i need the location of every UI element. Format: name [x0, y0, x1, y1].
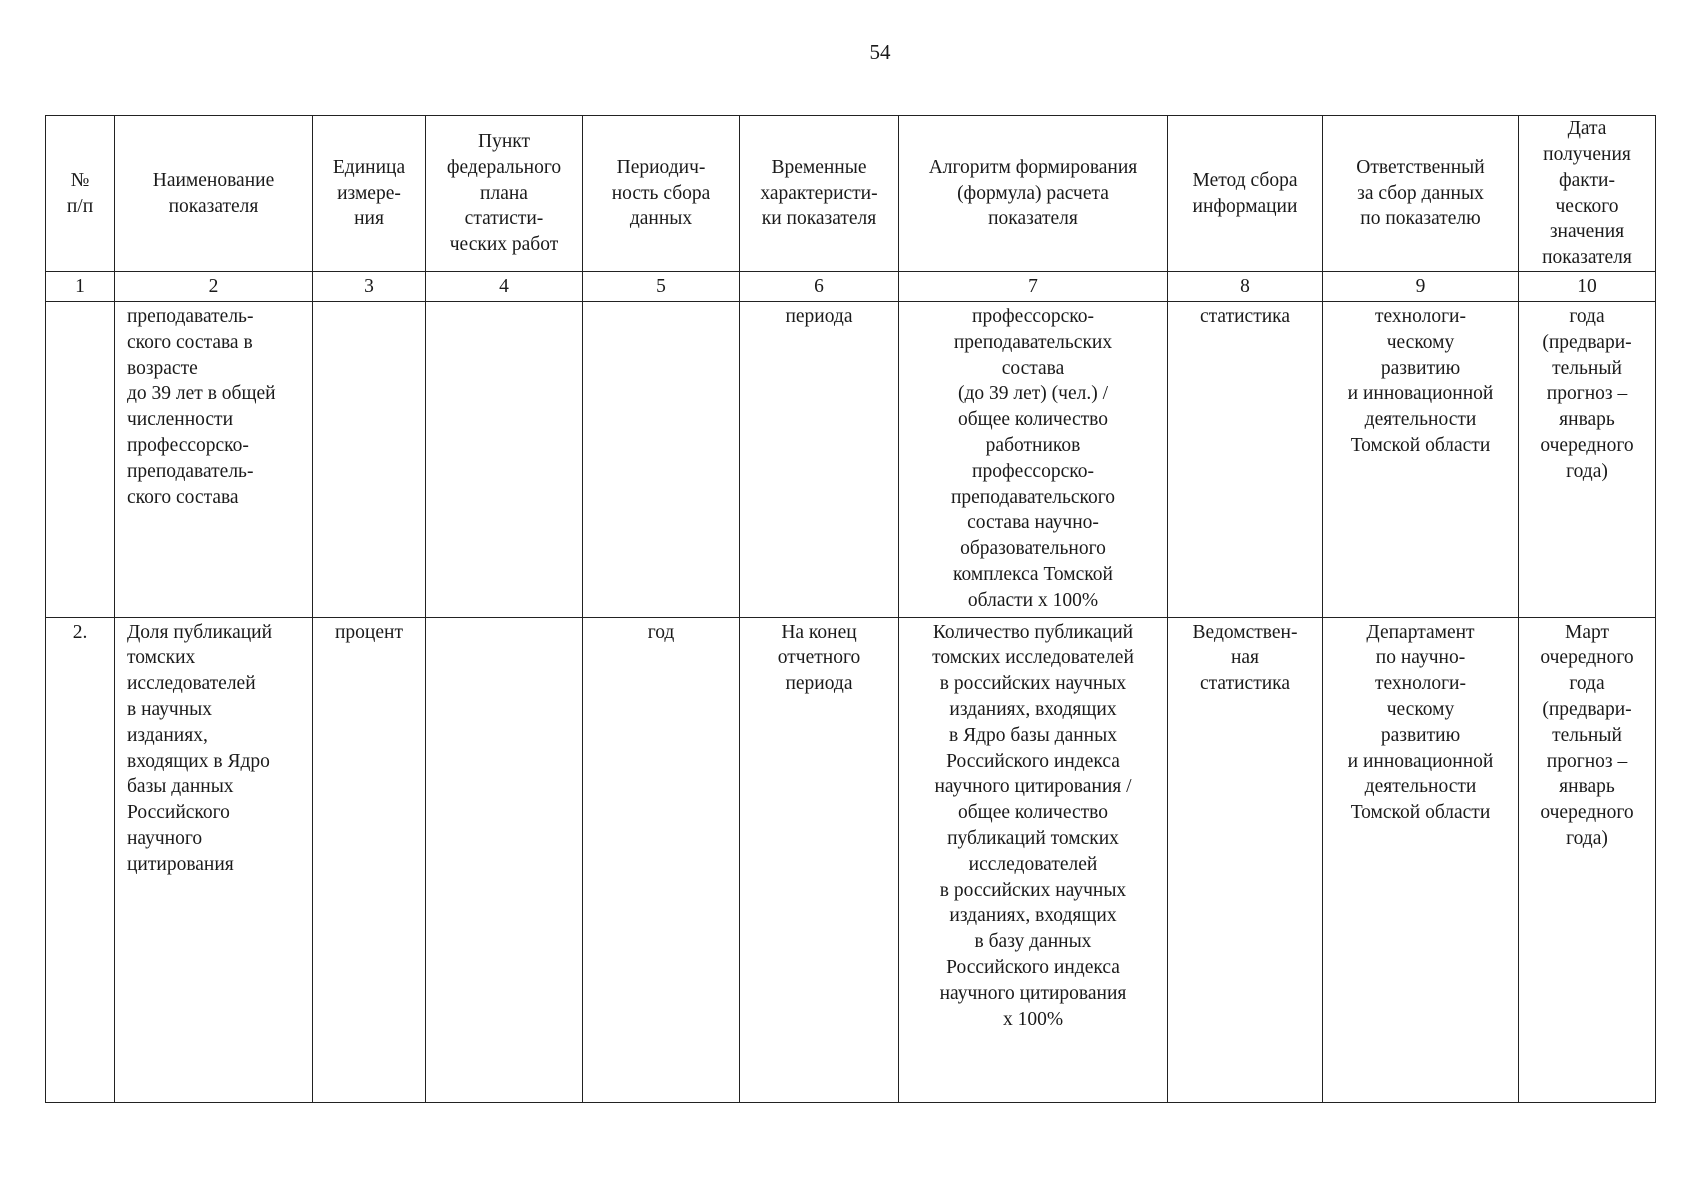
table-cell: [313, 617, 426, 1102]
cell-line: значения: [1549, 221, 1625, 243]
cell-line: в базу данных: [974, 931, 1092, 953]
cell-line: преподаватель-: [127, 460, 254, 482]
cell-line: научного цитирования: [939, 982, 1127, 1004]
table-cell: [1168, 302, 1323, 618]
table-cell: [899, 302, 1168, 618]
column-header-10: [1519, 116, 1656, 272]
cell-line: базы данных: [127, 776, 234, 798]
cell-line: статистика: [1200, 673, 1290, 695]
table-cell: [46, 302, 115, 618]
cell-line: развитию: [1380, 724, 1461, 746]
column-header-4: [426, 116, 583, 272]
cell-line: Март: [1564, 621, 1609, 643]
cell-line: (предвари-: [1542, 698, 1632, 720]
cell-line: Департамент: [1366, 621, 1475, 643]
cell-line: плана: [480, 182, 528, 204]
cell-line: очередного: [1540, 802, 1634, 824]
column-number: 3: [313, 272, 426, 302]
cell-line: ческого: [1555, 195, 1619, 217]
cell-line: состава: [1001, 357, 1065, 379]
cell-line: по показателю: [1360, 208, 1481, 230]
column-number: 7: [899, 272, 1168, 302]
cell-line: прогноз –: [1546, 750, 1628, 772]
cell-line: Количество публикаций: [932, 621, 1134, 643]
cell-line: преподавательских: [953, 331, 1113, 353]
cell-line: характеристи-: [760, 182, 878, 204]
column-header-9: [1323, 116, 1519, 272]
cell-line: численности: [127, 409, 234, 431]
cell-line: общее количество: [958, 409, 1108, 431]
cell-line: и инновационной: [1347, 750, 1494, 772]
cell-line: январь: [1559, 409, 1615, 431]
table-cell: [740, 617, 899, 1102]
table-cell: [1323, 302, 1519, 618]
cell-line: деятельности: [1364, 776, 1477, 798]
column-number: 1: [46, 272, 115, 302]
cell-line: работников: [985, 434, 1081, 456]
cell-line: процент: [335, 621, 403, 643]
table-cell: [426, 617, 583, 1102]
cell-line: показателя: [988, 208, 1078, 230]
cell-line: №: [70, 169, 90, 191]
column-header-5: [583, 116, 740, 272]
cell-line: очередного: [1540, 434, 1634, 456]
cell-line: развитию: [1380, 357, 1461, 379]
cell-line: в российских научных: [939, 879, 1127, 901]
column-number: 2: [115, 272, 313, 302]
column-header-2: [115, 116, 313, 272]
cell-line: х 100%: [1002, 1008, 1064, 1030]
cell-line: в научных: [127, 698, 213, 720]
cell-line: состава научно-: [967, 512, 1099, 534]
cell-line: Томской области: [1350, 802, 1491, 824]
cell-line: отчетного: [777, 647, 861, 669]
column-number: 10: [1519, 272, 1656, 302]
cell-line: ческому: [1386, 698, 1455, 720]
cell-line: Российского индекса: [946, 956, 1120, 978]
cell-line: показателя: [1542, 247, 1632, 269]
cell-line: области х 100%: [967, 589, 1099, 611]
cell-line: изданиях, входящих: [949, 905, 1117, 927]
cell-line: ческих работ: [449, 234, 559, 256]
column-header-8: [1168, 116, 1323, 272]
table-row: [46, 302, 1656, 618]
indicators-table: [45, 115, 1656, 1103]
cell-line: федерального: [446, 156, 562, 178]
table-cell: [899, 617, 1168, 1102]
cell-line: ная: [1230, 647, 1260, 669]
cell-line: возрасте: [127, 357, 198, 379]
cell-line: по научно-: [1375, 647, 1466, 669]
cell-line: года): [1566, 460, 1608, 482]
cell-line: Ответственный: [1356, 156, 1485, 178]
cell-line: Доля публикаций: [127, 621, 273, 643]
table-cell: [1519, 617, 1656, 1102]
table-cell: [46, 617, 115, 1102]
cell-line: показателя: [168, 195, 259, 217]
column-number: 6: [740, 272, 899, 302]
cell-line: статисти-: [464, 208, 544, 230]
cell-line: изданиях,: [127, 724, 208, 746]
column-number: 8: [1168, 272, 1323, 302]
cell-line: 2.: [72, 621, 88, 643]
cell-line: Наименование: [152, 169, 275, 191]
cell-line: комплекса Томской: [953, 563, 1113, 585]
table-body: [46, 302, 1656, 1103]
table-cell: [115, 302, 313, 618]
cell-line: Дата: [1567, 118, 1607, 140]
cell-line: профессорско-: [972, 460, 1094, 482]
cell-line: изданиях, входящих: [949, 698, 1117, 720]
cell-line: цитирования: [127, 853, 234, 875]
column-number-row: [46, 272, 1656, 302]
cell-line: до 39 лет в общей: [127, 383, 276, 405]
cell-line: ческому: [1386, 331, 1455, 353]
cell-line: Ведомствен-: [1192, 621, 1298, 643]
cell-line: Российского индекса: [946, 750, 1120, 772]
cell-line: данных: [629, 208, 693, 230]
header-row: [46, 116, 1656, 272]
cell-line: технологи-: [1374, 673, 1466, 695]
cell-line: факти-: [1559, 169, 1615, 191]
cell-line: года): [1566, 827, 1608, 849]
cell-line: образовательного: [960, 538, 1106, 560]
cell-line: (формула) расчета: [957, 182, 1109, 204]
cell-line: ского состава в: [127, 331, 253, 353]
cell-line: периода: [785, 306, 853, 327]
cell-line: тельный: [1552, 357, 1622, 379]
cell-line: Пункт: [477, 131, 530, 152]
table-cell: [740, 302, 899, 618]
cell-line: (до 39 лет) (чел.) /: [957, 383, 1109, 405]
cell-line: и инновационной: [1347, 383, 1494, 405]
cell-line: в Ядро базы данных: [949, 724, 1117, 746]
cell-line: ского состава: [127, 486, 239, 508]
cell-line: Временные: [771, 156, 867, 178]
table-cell: [1519, 302, 1656, 618]
cell-line: профессорско-: [127, 434, 249, 456]
cell-line: ния: [354, 208, 384, 230]
column-number: 9: [1323, 272, 1519, 302]
table-row: [46, 617, 1656, 1102]
cell-line: публикаций томских: [947, 827, 1119, 849]
cell-line: Томской области: [1350, 434, 1491, 456]
cell-line: На конец: [781, 621, 857, 643]
cell-line: Российского: [127, 802, 230, 824]
cell-line: технологи-: [1374, 306, 1466, 327]
cell-line: год: [647, 621, 675, 643]
cell-line: в российских научных: [939, 673, 1127, 695]
column-header-7: [899, 116, 1168, 272]
cell-line: преподавательского: [950, 486, 1116, 508]
table-cell: [115, 617, 313, 1102]
cell-line: исследователей: [968, 853, 1098, 875]
cell-line: профессорско-: [972, 306, 1094, 327]
cell-line: статистика: [1200, 306, 1290, 327]
cell-line: Алгоритм формирования: [928, 156, 1138, 178]
column-header-1: [46, 116, 115, 272]
cell-line: исследователей: [127, 673, 256, 695]
cell-line: периода: [785, 673, 853, 695]
cell-line: за сбор данных: [1357, 182, 1484, 204]
table-cell: [1323, 617, 1519, 1102]
cell-line: входящих в Ядро: [127, 750, 270, 772]
cell-line: январь: [1559, 776, 1615, 798]
cell-line: измере-: [337, 182, 401, 204]
cell-line: прогноз –: [1546, 383, 1628, 405]
table-cell: [426, 302, 583, 618]
column-header-3: [313, 116, 426, 272]
cell-line: общее количество: [958, 802, 1108, 824]
cell-line: научного цитирования /: [934, 776, 1132, 798]
cell-line: ки показателя: [761, 208, 877, 230]
table-cell: [313, 302, 426, 618]
table-cell: [1168, 617, 1323, 1102]
cell-line: ность сбора: [611, 182, 711, 204]
cell-line: Метод сбора: [1192, 169, 1298, 191]
page-number: 54: [869, 40, 891, 64]
cell-line: получения: [1543, 143, 1631, 165]
cell-line: очередного: [1540, 647, 1634, 669]
table-cell: [583, 302, 740, 618]
table-cell: [583, 617, 740, 1102]
cell-line: года: [1569, 306, 1605, 327]
cell-line: деятельности: [1364, 409, 1477, 431]
cell-line: тельный: [1552, 724, 1622, 746]
cell-line: преподаватель-: [127, 306, 254, 327]
column-number: 5: [583, 272, 740, 302]
cell-line: томских исследователей: [932, 647, 1134, 669]
cell-line: (предвари-: [1542, 331, 1632, 353]
cell-line: Единица: [332, 156, 406, 178]
cell-line: п/п: [66, 195, 94, 217]
column-header-6: [740, 116, 899, 272]
cell-line: Периодич-: [616, 156, 706, 178]
cell-line: года: [1569, 673, 1605, 695]
cell-line: научного: [127, 827, 203, 849]
cell-line: томских: [127, 647, 196, 669]
column-number: 4: [426, 272, 583, 302]
cell-line: информации: [1192, 195, 1298, 217]
